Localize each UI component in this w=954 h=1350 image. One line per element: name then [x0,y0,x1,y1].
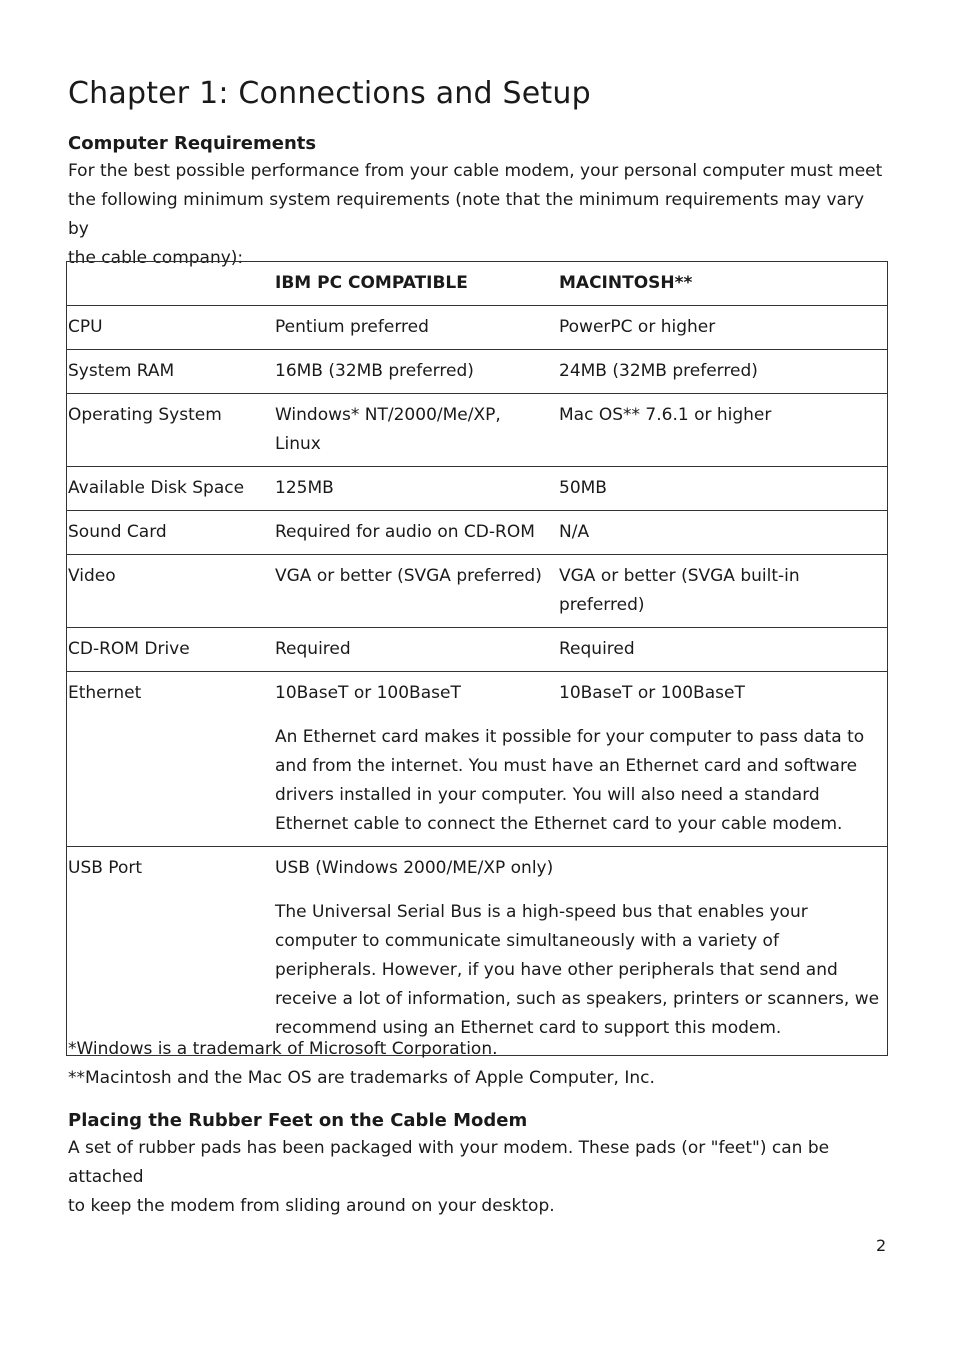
row-label: CPU [67,306,276,350]
mac-value: 10BaseT or 100BaseT [559,683,745,703]
intro-line: For the best possible performance from your cable modem, your personal computer must meet [68,161,883,181]
table-row [67,467,888,511]
mac-value: PowerPC or higher [559,306,888,350]
pc-value: VGA or better (SVGA preferred) [275,555,559,628]
table-header-row [67,262,888,306]
pc-value: Required [275,628,559,672]
table-row-usb [67,847,888,1056]
note-line: drivers installed in your computer. You will also need a standard [275,785,820,805]
rubber-feet-text [68,1134,888,1221]
table-row [67,511,888,555]
row-label: Sound Card [67,511,276,555]
pc-value: 10BaseT or 100BaseT [275,683,461,703]
requirements-table [66,261,888,1056]
note-line: receive a lot of information, such as speakers, printers or scanners, we [275,989,880,1009]
text-line: to keep the modem from sliding around on your desktop. [68,1196,555,1216]
header-cell-empty [67,262,276,306]
requirements-intro [68,157,888,273]
computer-requirements-section [68,131,888,273]
row-label: Available Disk Space [67,467,276,511]
mac-value: 24MB (32MB preferred) [559,350,888,394]
ethernet-cell [275,672,888,847]
note-line: The Universal Serial Bus is a high-speed bus that enables your [275,902,808,922]
page-number: 2 [876,1236,887,1255]
usb-value: USB (Windows 2000/ME/XP only) [275,858,554,878]
table-row [67,350,888,394]
note-line: computer to communicate simultaneously with a variety of [275,931,779,951]
pc-value: Pentium preferred [275,306,559,350]
usb-cell [275,847,888,1056]
usb-note [275,898,887,1043]
section-heading-requirements: Computer Requirements [68,133,317,154]
pc-value-line: Windows* NT/2000/Me/XP, [275,405,501,425]
ethernet-note [275,723,887,839]
row-label: System RAM [67,350,276,394]
footnotes [68,1035,888,1093]
mac-value: N/A [559,511,888,555]
footnote: **Macintosh and the Mac OS are trademarks of Apple Computer, Inc. [68,1068,655,1088]
table-row [67,555,888,628]
note-line: Ethernet cable to connect the Ethernet card to your cable modem. [275,814,843,834]
note-line: peripherals. However, if you have other peripherals that send and [275,960,838,980]
rubber-feet-section [68,1108,888,1221]
intro-line: the cable company): [68,248,244,268]
note-line: An Ethernet card makes it possible for your computer to pass data to [275,727,865,747]
row-label: Ethernet [67,672,276,847]
row-label: CD-ROM Drive [67,628,276,672]
header-cell-mac: MACINTOSH** [559,262,888,306]
mac-value: 50MB [559,467,888,511]
row-label: Operating System [67,394,276,467]
mac-value: Required [559,628,888,672]
mac-value: Mac OS** 7.6.1 or higher [559,394,888,467]
intro-line: the following minimum system requirements (note that the minimum requirements may vary by [68,190,865,239]
table-row [67,628,888,672]
pc-value: Required for audio on CD-ROM [275,511,559,555]
pc-value-line: Linux [275,434,321,454]
header-cell-pc: IBM PC COMPATIBLE [275,262,559,306]
row-label: USB Port [67,847,276,1056]
row-label: Video [67,555,276,628]
pc-value: 16MB (32MB preferred) [275,350,559,394]
mac-value: VGA or better (SVGA built-in preferred) [559,555,888,628]
text-line: A set of rubber pads has been packaged with your modem. These pads (or "feet") can be attached [68,1138,830,1187]
note-line: recommend using an Ethernet card to support this modem. [275,1018,782,1038]
pc-value [275,394,559,467]
pc-value: 125MB [275,467,559,511]
footnote: *Windows is a trademark of Microsoft Corporation. [68,1039,498,1059]
table-row-ethernet [67,672,888,847]
note-line: and from the internet. You must have an Ethernet card and software [275,756,858,776]
section-heading-rubber-feet: Placing the Rubber Feet on the Cable Modem [68,1110,528,1131]
table-row [67,306,888,350]
table-row [67,394,888,467]
chapter-title: Chapter 1: Connections and Setup [68,76,591,111]
